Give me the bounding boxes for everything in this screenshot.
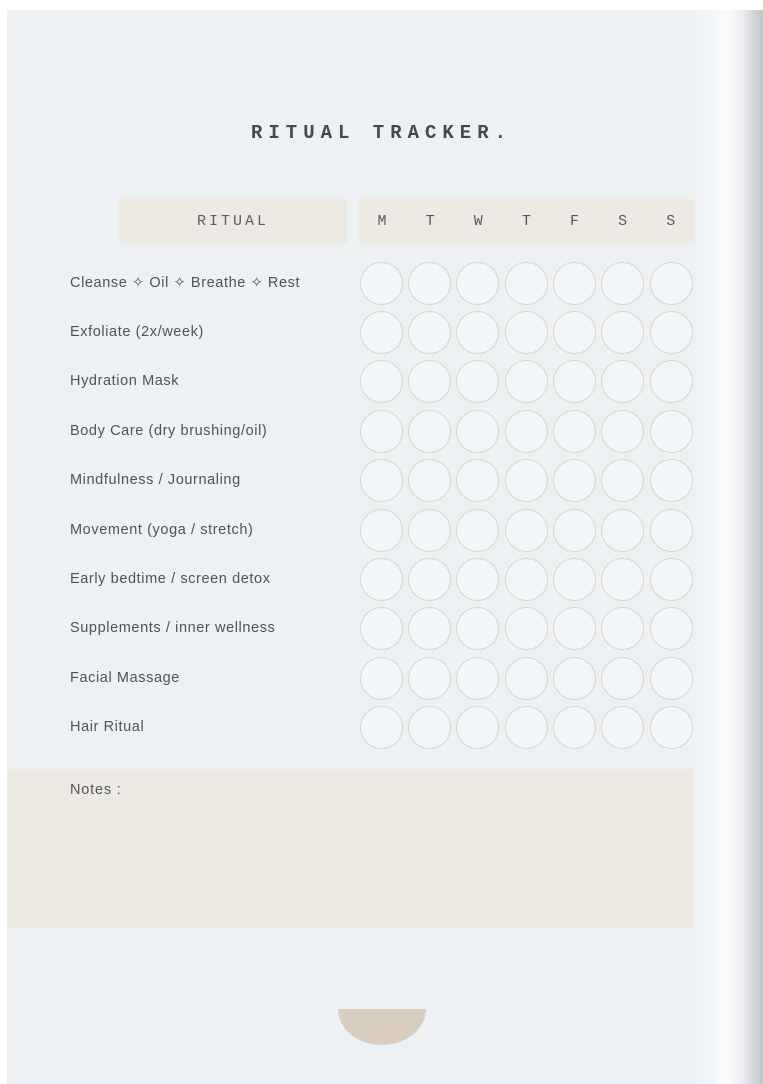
table-row (0, 506, 763, 555)
day-circle[interactable] (456, 459, 499, 502)
day-circle[interactable] (650, 509, 693, 552)
ritual-label: Supplements / inner wellness (70, 620, 276, 637)
day-circle[interactable] (505, 558, 548, 601)
day-circle[interactable] (456, 262, 499, 305)
day-circle[interactable] (650, 459, 693, 502)
day-header-label: F (570, 212, 580, 230)
day-circle[interactable] (360, 657, 403, 700)
day-circle[interactable] (650, 360, 693, 403)
ritual-label: Hair Ritual (70, 719, 145, 736)
day-circle[interactable] (601, 509, 644, 552)
day-header-label: M (377, 212, 387, 230)
day-circle[interactable] (456, 410, 499, 453)
day-circle[interactable] (553, 558, 596, 601)
day-circle[interactable] (505, 360, 548, 403)
day-circle[interactable] (601, 558, 644, 601)
day-circle[interactable] (650, 311, 693, 354)
day-header-label: S (618, 212, 628, 230)
day-circle[interactable] (408, 410, 451, 453)
day-circle[interactable] (456, 360, 499, 403)
day-circle[interactable] (601, 262, 644, 305)
table-row (0, 703, 763, 752)
notes-label: Notes : (70, 782, 122, 798)
day-circle[interactable] (601, 706, 644, 749)
day-column-header (358, 199, 695, 243)
day-circle[interactable] (650, 607, 693, 650)
ritual-label: Body Care (dry brushing/oil) (70, 422, 268, 439)
day-circle[interactable] (360, 459, 403, 502)
day-circle[interactable] (650, 410, 693, 453)
day-circle[interactable] (408, 509, 451, 552)
day-circle[interactable] (456, 509, 499, 552)
day-circle[interactable] (360, 607, 403, 650)
day-circle[interactable] (505, 607, 548, 650)
day-circle[interactable] (601, 657, 644, 700)
day-circle[interactable] (408, 706, 451, 749)
day-circle[interactable] (601, 360, 644, 403)
day-circle[interactable] (553, 410, 596, 453)
table-row (0, 259, 763, 308)
ritual-label: Movement (yoga / stretch) (70, 521, 254, 538)
table-row (0, 308, 763, 357)
day-circle[interactable] (505, 509, 548, 552)
table-row (0, 654, 763, 703)
day-circle[interactable] (360, 509, 403, 552)
day-header-label: T (521, 212, 531, 230)
day-circle[interactable] (408, 607, 451, 650)
day-circle[interactable] (456, 657, 499, 700)
table-row (0, 555, 763, 604)
ritual-label: Mindfulness / Journaling (70, 472, 241, 489)
day-circle[interactable] (650, 657, 693, 700)
day-circle[interactable] (505, 706, 548, 749)
day-circle[interactable] (408, 459, 451, 502)
ritual-label: Cleanse ✧ Oil ✧ Breathe ✧ Rest (70, 274, 301, 291)
day-circle[interactable] (456, 311, 499, 354)
ritual-label: Exfoliate (2x/week) (70, 323, 204, 340)
day-circle[interactable] (360, 558, 403, 601)
day-circle[interactable] (553, 459, 596, 502)
day-circle[interactable] (408, 558, 451, 601)
day-circle[interactable] (601, 311, 644, 354)
day-circle[interactable] (360, 262, 403, 305)
day-circle[interactable] (505, 262, 548, 305)
day-circle[interactable] (553, 262, 596, 305)
day-circle[interactable] (650, 706, 693, 749)
day-circle[interactable] (601, 607, 644, 650)
day-circle[interactable] (408, 262, 451, 305)
day-circle[interactable] (505, 311, 548, 354)
page-title: RITUAL TRACKER. (250, 121, 513, 144)
day-circle[interactable] (505, 459, 548, 502)
day-header-label: W (473, 212, 483, 230)
day-circle[interactable] (553, 360, 596, 403)
day-circle[interactable] (650, 262, 693, 305)
table-row (0, 456, 763, 505)
day-circle[interactable] (456, 558, 499, 601)
ritual-column-header (119, 199, 347, 243)
ritual-label: Facial Massage (70, 669, 180, 686)
day-circle[interactable] (553, 311, 596, 354)
day-circle[interactable] (553, 657, 596, 700)
day-circle[interactable] (360, 360, 403, 403)
day-circle[interactable] (650, 558, 693, 601)
day-circle[interactable] (601, 410, 644, 453)
day-circle[interactable] (408, 360, 451, 403)
day-circle[interactable] (456, 706, 499, 749)
day-circle[interactable] (553, 706, 596, 749)
table-row (0, 407, 763, 456)
day-circle[interactable] (553, 607, 596, 650)
day-circle[interactable] (505, 657, 548, 700)
day-circle[interactable] (601, 459, 644, 502)
table-row (0, 604, 763, 653)
ritual-label: Early bedtime / screen detox (70, 570, 271, 587)
ritual-label: Hydration Mask (70, 373, 180, 390)
day-circle[interactable] (360, 706, 403, 749)
day-circle[interactable] (408, 657, 451, 700)
day-header-label: S (666, 212, 676, 230)
day-circle[interactable] (408, 311, 451, 354)
ritual-header-label: RITUAL (196, 212, 269, 230)
day-circle[interactable] (456, 607, 499, 650)
day-circle[interactable] (360, 311, 403, 354)
notes-section[interactable] (7, 769, 693, 928)
day-circle[interactable] (360, 410, 403, 453)
day-circle[interactable] (553, 509, 596, 552)
day-circle[interactable] (505, 410, 548, 453)
day-header-label: T (425, 212, 435, 230)
table-row (0, 357, 763, 406)
